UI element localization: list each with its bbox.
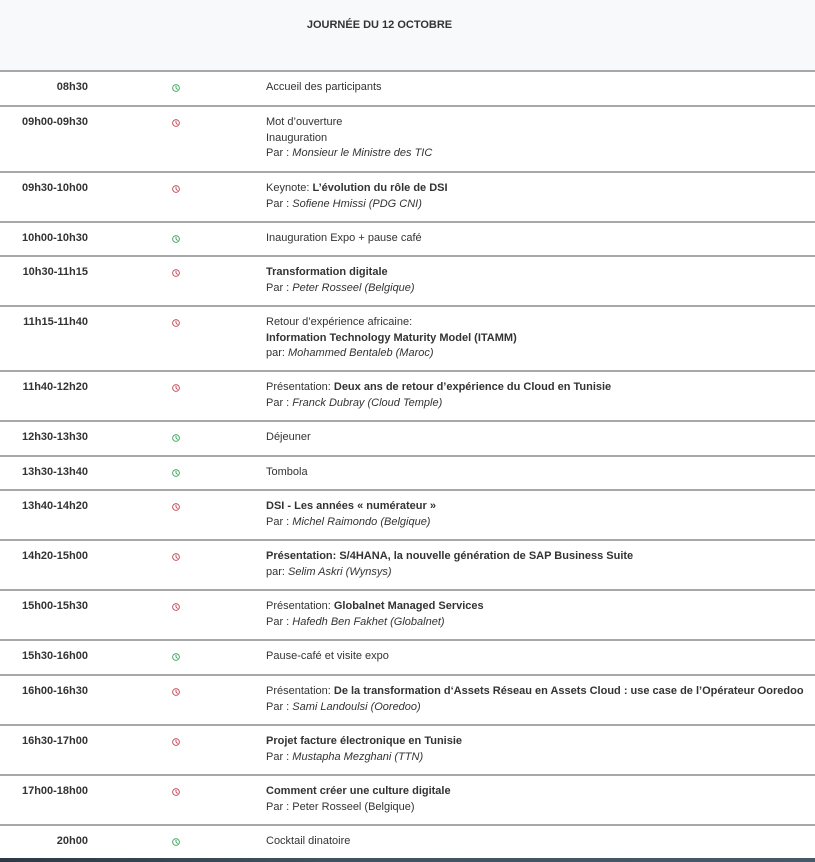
description-line <box>266 146 815 162</box>
schedule-row <box>0 676 815 726</box>
description-line <box>266 549 815 565</box>
description-line <box>266 784 815 800</box>
icon-cell <box>88 380 266 395</box>
session-description <box>266 549 815 580</box>
schedule-row <box>0 541 815 591</box>
session-description <box>266 599 815 630</box>
icon-cell <box>88 599 266 614</box>
session-description <box>266 784 815 815</box>
icon-cell <box>88 784 266 799</box>
text-segment: Pause-café et visite expo <box>266 650 389 662</box>
time-slot: 20h00 <box>56 835 88 847</box>
text-segment: Présentation: <box>266 685 334 697</box>
schedule-row <box>0 776 815 826</box>
time-slot: 16h30-17h00 <box>21 735 88 747</box>
description-line <box>266 430 815 446</box>
description-line <box>266 734 815 750</box>
description-line <box>266 80 815 96</box>
text-segment: Accueil des participants <box>266 81 382 93</box>
description-line <box>266 750 815 766</box>
time-slot: 09h30-10h00 <box>21 182 88 194</box>
footer-bar <box>0 858 815 862</box>
description-line <box>266 346 815 362</box>
schedule-row <box>0 641 815 676</box>
description-line <box>266 331 815 347</box>
icon-cell <box>88 499 266 514</box>
description-line <box>266 315 815 331</box>
description-line <box>266 197 815 213</box>
icon-cell <box>88 231 266 246</box>
text-segment: Par : <box>266 147 293 159</box>
schedule-row <box>0 72 815 107</box>
description-line <box>266 700 815 716</box>
session-description <box>266 80 815 96</box>
session-title: L’évolution du rôle de DSI <box>312 182 448 194</box>
description-line <box>266 649 815 665</box>
speaker-name: Hafedh Ben Fakhet (Globalnet) <box>292 615 445 628</box>
description-line <box>266 380 815 396</box>
text-segment: Par : <box>266 281 293 294</box>
schedule-row <box>0 173 815 223</box>
icon-cell <box>88 430 266 445</box>
speaker-name: Michel Raimondo (Belgique) <box>292 515 431 528</box>
time-slot: 15h00-15h30 <box>21 600 88 612</box>
description-line <box>266 131 815 147</box>
speaker-name: Mohammed Bentaleb (Maroc) <box>288 347 434 359</box>
time-slot: 09h00-09h30 <box>21 116 88 128</box>
text-segment: Déjeuner <box>266 431 311 443</box>
time-slot: 13h30-13h40 <box>21 466 88 478</box>
time-slot: 12h30-13h30 <box>21 431 88 443</box>
time-slot: 14h20-15h00 <box>21 550 88 562</box>
clock-icon <box>172 119 180 127</box>
text-segment: Inauguration <box>266 131 328 144</box>
session-title: Comment créer une culture digitale <box>266 785 451 797</box>
clock-icon <box>172 185 180 193</box>
clock-icon <box>172 469 180 477</box>
text-segment: Inauguration Expo + pause café <box>266 232 422 244</box>
schedule-row <box>0 257 815 307</box>
session-title: DSI - Les années « numérateur » <box>266 500 436 512</box>
schedule-row <box>0 372 815 422</box>
text-segment: Par : <box>266 750 293 763</box>
text-segment: Présentation: <box>266 381 334 393</box>
session-description <box>266 231 815 247</box>
page-title: JOURNÉE DU 12 OCTOBRE <box>306 19 453 31</box>
schedule-row <box>0 422 815 457</box>
text-segment: Cocktail dinatoire <box>266 835 351 847</box>
time-slot: 10h00-10h30 <box>21 232 88 244</box>
schedule-row <box>0 107 815 173</box>
text-segment: Présentation: <box>266 600 334 612</box>
speaker-name: Sami Landoulsi (Ooredoo) <box>292 700 421 713</box>
description-line <box>266 499 815 515</box>
session-title: Globalnet Managed Services <box>333 600 484 612</box>
text-segment: Mot d’ouverture <box>266 116 343 128</box>
schedule-row <box>0 591 815 641</box>
speaker-name: Peter Rosseel (Belgique) <box>292 281 415 294</box>
time-slot: 13h40-14h20 <box>21 500 88 512</box>
text-segment: par: <box>266 347 289 359</box>
clock-icon <box>172 84 180 92</box>
session-description <box>266 315 815 362</box>
schedule-row <box>0 491 815 541</box>
session-title: Transformation digitale <box>266 266 388 278</box>
speaker-name: Sofiene Hmissi (PDG CNI) <box>292 197 422 210</box>
session-description <box>266 499 815 530</box>
description-line <box>266 615 815 631</box>
description-line <box>266 396 815 412</box>
time-slot: 17h00-18h00 <box>21 785 88 797</box>
description-line <box>266 465 815 481</box>
session-description <box>266 834 815 850</box>
session-title: Présentation: S/4HANA, la nouvelle génération de SAP Business Suite <box>266 550 634 562</box>
session-description <box>266 465 815 481</box>
clock-icon <box>172 788 180 796</box>
session-description <box>266 430 815 446</box>
text-segment: Par : <box>266 615 293 628</box>
schedule-row <box>0 223 815 257</box>
description-line <box>266 231 815 247</box>
clock-icon <box>172 738 180 746</box>
text-segment: Par : Peter Rosseel (Belgique) <box>266 800 415 813</box>
description-line <box>266 281 815 297</box>
schedule-row <box>0 826 815 860</box>
icon-cell <box>88 115 266 130</box>
icon-cell <box>88 834 266 849</box>
schedule-list <box>0 72 815 860</box>
clock-icon <box>172 653 180 661</box>
schedule-row <box>0 726 815 776</box>
description-line <box>266 684 815 700</box>
clock-icon <box>172 503 180 511</box>
speaker-name: Selim Askri (Wynsys) <box>288 565 392 578</box>
text-segment: Retour d’expérience africaine: <box>266 316 413 328</box>
description-line <box>266 565 815 581</box>
time-slot: 11h15-11h40 <box>23 316 88 328</box>
icon-cell <box>88 315 266 330</box>
speaker-name: Monsieur le Ministre des TIC <box>292 147 433 159</box>
icon-cell <box>88 684 266 699</box>
session-description <box>266 181 815 212</box>
description-line <box>266 800 815 816</box>
speaker-name: Mustapha Mezghani (TTN) <box>292 750 424 763</box>
description-line <box>266 115 815 131</box>
icon-cell <box>88 80 266 95</box>
description-line <box>266 834 815 850</box>
icon-cell <box>88 181 266 196</box>
clock-icon <box>172 838 180 846</box>
clock-icon <box>172 235 180 243</box>
session-title: Deux ans de retour d’expérience du Cloud en Tunisie <box>333 381 612 393</box>
text-segment: Par : <box>266 700 293 713</box>
clock-icon <box>172 319 180 327</box>
text-segment: Par : <box>266 396 293 409</box>
text-segment: Par : <box>266 515 293 528</box>
time-slot: 15h30-16h00 <box>21 650 88 662</box>
text-segment: par: <box>266 565 289 578</box>
description-line <box>266 181 815 197</box>
session-title: De la transformation d‘Assets Réseau en Assets Cloud : use case de l’Opérateur Ooredoo <box>333 685 804 697</box>
icon-cell <box>88 265 266 280</box>
description-line <box>266 515 815 531</box>
session-description <box>266 380 815 411</box>
session-description <box>266 115 815 162</box>
schedule-header <box>0 0 815 72</box>
icon-cell <box>88 465 266 480</box>
session-description <box>266 684 815 715</box>
time-slot: 16h00-16h30 <box>21 685 88 697</box>
session-title: Projet facture électronique en Tunisie <box>266 735 463 747</box>
speaker-name: Franck Dubray (Cloud Temple) <box>292 396 443 409</box>
session-title: Information Technology Maturity Model (ITAMM) <box>266 331 517 344</box>
description-line <box>266 265 815 281</box>
session-description <box>266 265 815 296</box>
icon-cell <box>88 734 266 749</box>
text-segment: Par : <box>266 197 293 210</box>
icon-cell <box>88 649 266 664</box>
clock-icon <box>172 384 180 392</box>
clock-icon <box>172 553 180 561</box>
description-line <box>266 599 815 615</box>
schedule-row <box>0 307 815 372</box>
session-description <box>266 734 815 765</box>
time-slot: 08h30 <box>56 81 88 93</box>
clock-icon <box>172 434 180 442</box>
time-slot: 10h30-11h15 <box>22 266 88 278</box>
icon-cell <box>88 549 266 564</box>
schedule-row <box>0 457 815 491</box>
session-description <box>266 649 815 665</box>
text-segment: Keynote: <box>266 182 313 194</box>
text-segment: Tombola <box>266 466 308 478</box>
time-slot: 11h40-12h20 <box>22 381 88 393</box>
clock-icon <box>172 603 180 611</box>
clock-icon <box>172 688 180 696</box>
clock-icon <box>172 269 180 277</box>
